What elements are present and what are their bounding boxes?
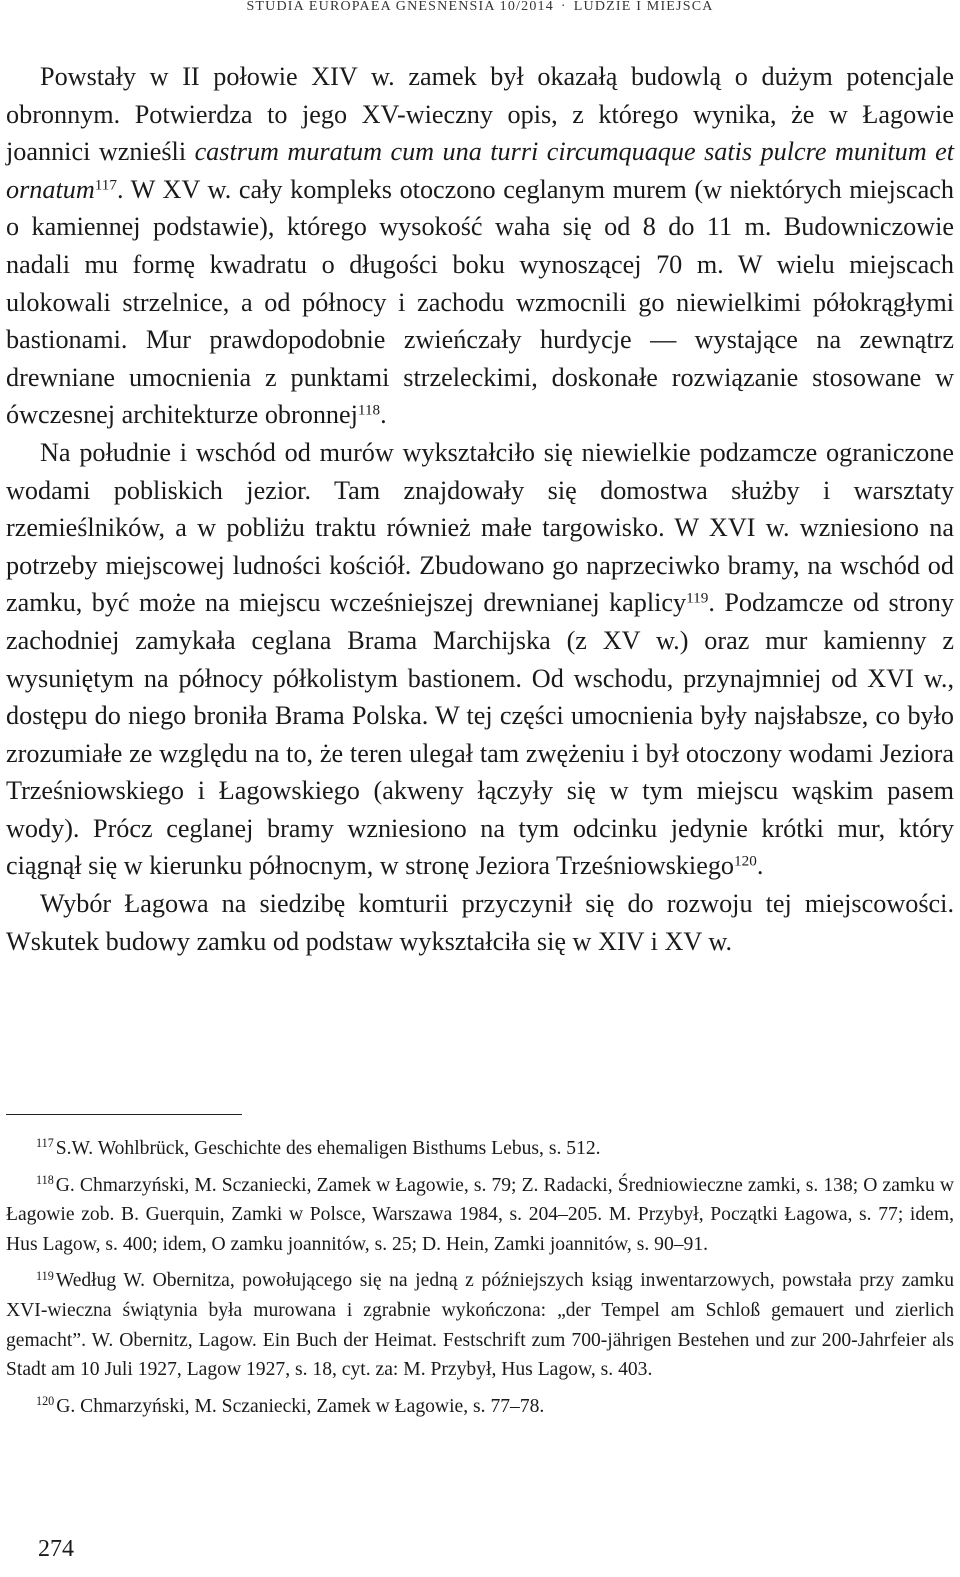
footnote-number: 118	[36, 1172, 54, 1187]
footnote-119	[6, 1266, 954, 1384]
footnote-ref-118[interactable]: 118	[357, 402, 381, 419]
footnote-ref-120[interactable]: 120	[734, 853, 757, 871]
footnote-ref-117[interactable]: 117	[94, 176, 117, 194]
paragraph-3	[6, 885, 954, 960]
paragraph-text: Powstały w II połowie XIV w. zamek był okazałą budowlą o dużym potencjale obronnym. Potwierdza to jego XV-wieczny opis, z którego wynika, że w Łagowie joannici wznieśli	[6, 62, 954, 167]
paragraph-2	[6, 434, 954, 885]
paragraph-1	[6, 58, 954, 434]
journal-title: STUDIA EUROPAEA GNESNENSIA 10/2014	[246, 0, 554, 14]
footnote-120	[6, 1392, 954, 1422]
footnote-118	[6, 1171, 954, 1260]
footnotes	[6, 1134, 954, 1428]
paragraph-text: .	[380, 400, 387, 430]
page-number: 274	[38, 1536, 74, 1562]
footnote-text: G. Chmarzyński, M. Sczaniecki, Zamek w Łagowie, s. 79; Z. Radacki, Średniowieczne zamki, s. 138; O zamku w Łagowie zob. B. Guerquin, Zamki w Polsce, Warszawa 1984, s. 204–205. M. Przybył, Początki Łagowa, s. 77; idem, Hus Lagow, s. 400; idem, O zamku joannitów, s. 25; D. Hein, Zamki joannitów, s. 90–91.	[6, 1174, 954, 1255]
footnote-number: 117	[36, 1136, 54, 1151]
main-text	[6, 58, 954, 960]
latin-quote: castrum muratum cum una turri circumquaque satis pulcre munitum et ornatum	[6, 137, 954, 204]
footnote-divider	[6, 1114, 242, 1115]
section-title: LUDZIE I MIEJSCA	[573, 0, 714, 14]
paragraph-text: . Podzamcze od strony zachodniej zamykała ceglana Brama Marchijska (z XV w.) oraz mur kamienny z wysuniętym na północy półkolistym bastionem. Od wschodu, przynajmniej od XVI w., dostępu do niego broniła Brama Polska. W tej części umocnienia były najsłabsze, co było zrozumiałe ze względu na to, że teren ulegał tam zwężeniu i był otoczony wodami Jeziora Trześniowskiego i Łagowskiego (akweny łączyły się w tym miejscu wąskim pasem wody). Prócz ceglanej bramy wzniesiono na tym odcinku jedynie krótki mur, który ciągnął się w kierunku północnym, w stronę Jeziora Trześniowskiego	[6, 588, 954, 881]
footnote-text: G. Chmarzyński, M. Sczaniecki, Zamek w Łagowie, s. 77–78.	[56, 1395, 545, 1417]
paragraph-text: Na południe i wschód od murów wykształciło się niewielkie podzamcze ograniczone wodami pobliskich jezior. Tam znajdowały się domostwa służby i warsztaty rzemieślników, a w pobliżu traktu również małe targowisko. W XVI w. wzniesiono na potrzeby miejscowej ludności kościół. Zbudowano go naprzeciwko bramy, na wschód od zamku, być może na miejscu wcześniejszej drewnianej kaplicy	[6, 437, 954, 618]
footnote-text: S.W. Wohlbrück, Geschichte des ehemaligen Bisthums Lebus, s. 512.	[55, 1138, 601, 1159]
paragraph-text: Wybór Łagowa na siedzibę komturii przyczynił się do rozwoju tej miejscowości. Wskutek budowy zamku od podstaw wykształciła się w XIV i XV w.	[6, 889, 954, 956]
footnote-ref-119[interactable]: 119	[686, 589, 709, 607]
paragraph-text: .	[756, 851, 764, 881]
footnote-text: Według W. Obernitza, powołującego się na jedną z późniejszych ksiąg inwentarzowych, powstała przy zamku XVI-wieczna świątynia była murowana i zgrabnie wykończona: „der Tempel am Schloß gemauert und zierlich gemacht”. W. Obernitz, Lagow. Ein Buch der Heimat. Festschrift zum 700-jährigen Bestehen und zur 200-Jahrfeier als Stadt am 10 Juli 1927, Lagow 1927, s. 18, cyt. za: M. Przybył, Hus Lagow, s. 403.	[6, 1270, 954, 1381]
paragraph-text: . W XV w. cały kompleks otoczono ceglanym murem (w niektórych miejscach o kamiennej podstawie), którego wysokość waha się od 8 do 11 m. Budowniczowie nadali mu formę kwadratu o długości boku wynoszącej 70 m. W wielu miejscach ulokowali strzelnice, a od północy i zachodu wzmocnili go niewielkimi półokrągłymi bastionami. Mur prawdopodobnie zwieńczały hurdycje — wystające na zewnątrz drewniane umocnienia z punktami strzeleckimi, doskonałe rozwiązanie stosowane w ówczesnej architekturze obronnej	[6, 174, 954, 430]
header-separator: ·	[560, 0, 567, 14]
footnote-117	[6, 1134, 954, 1164]
footnote-number: 119	[36, 1268, 54, 1283]
footnote-number: 120	[36, 1394, 55, 1409]
running-header	[0, 0, 960, 18]
